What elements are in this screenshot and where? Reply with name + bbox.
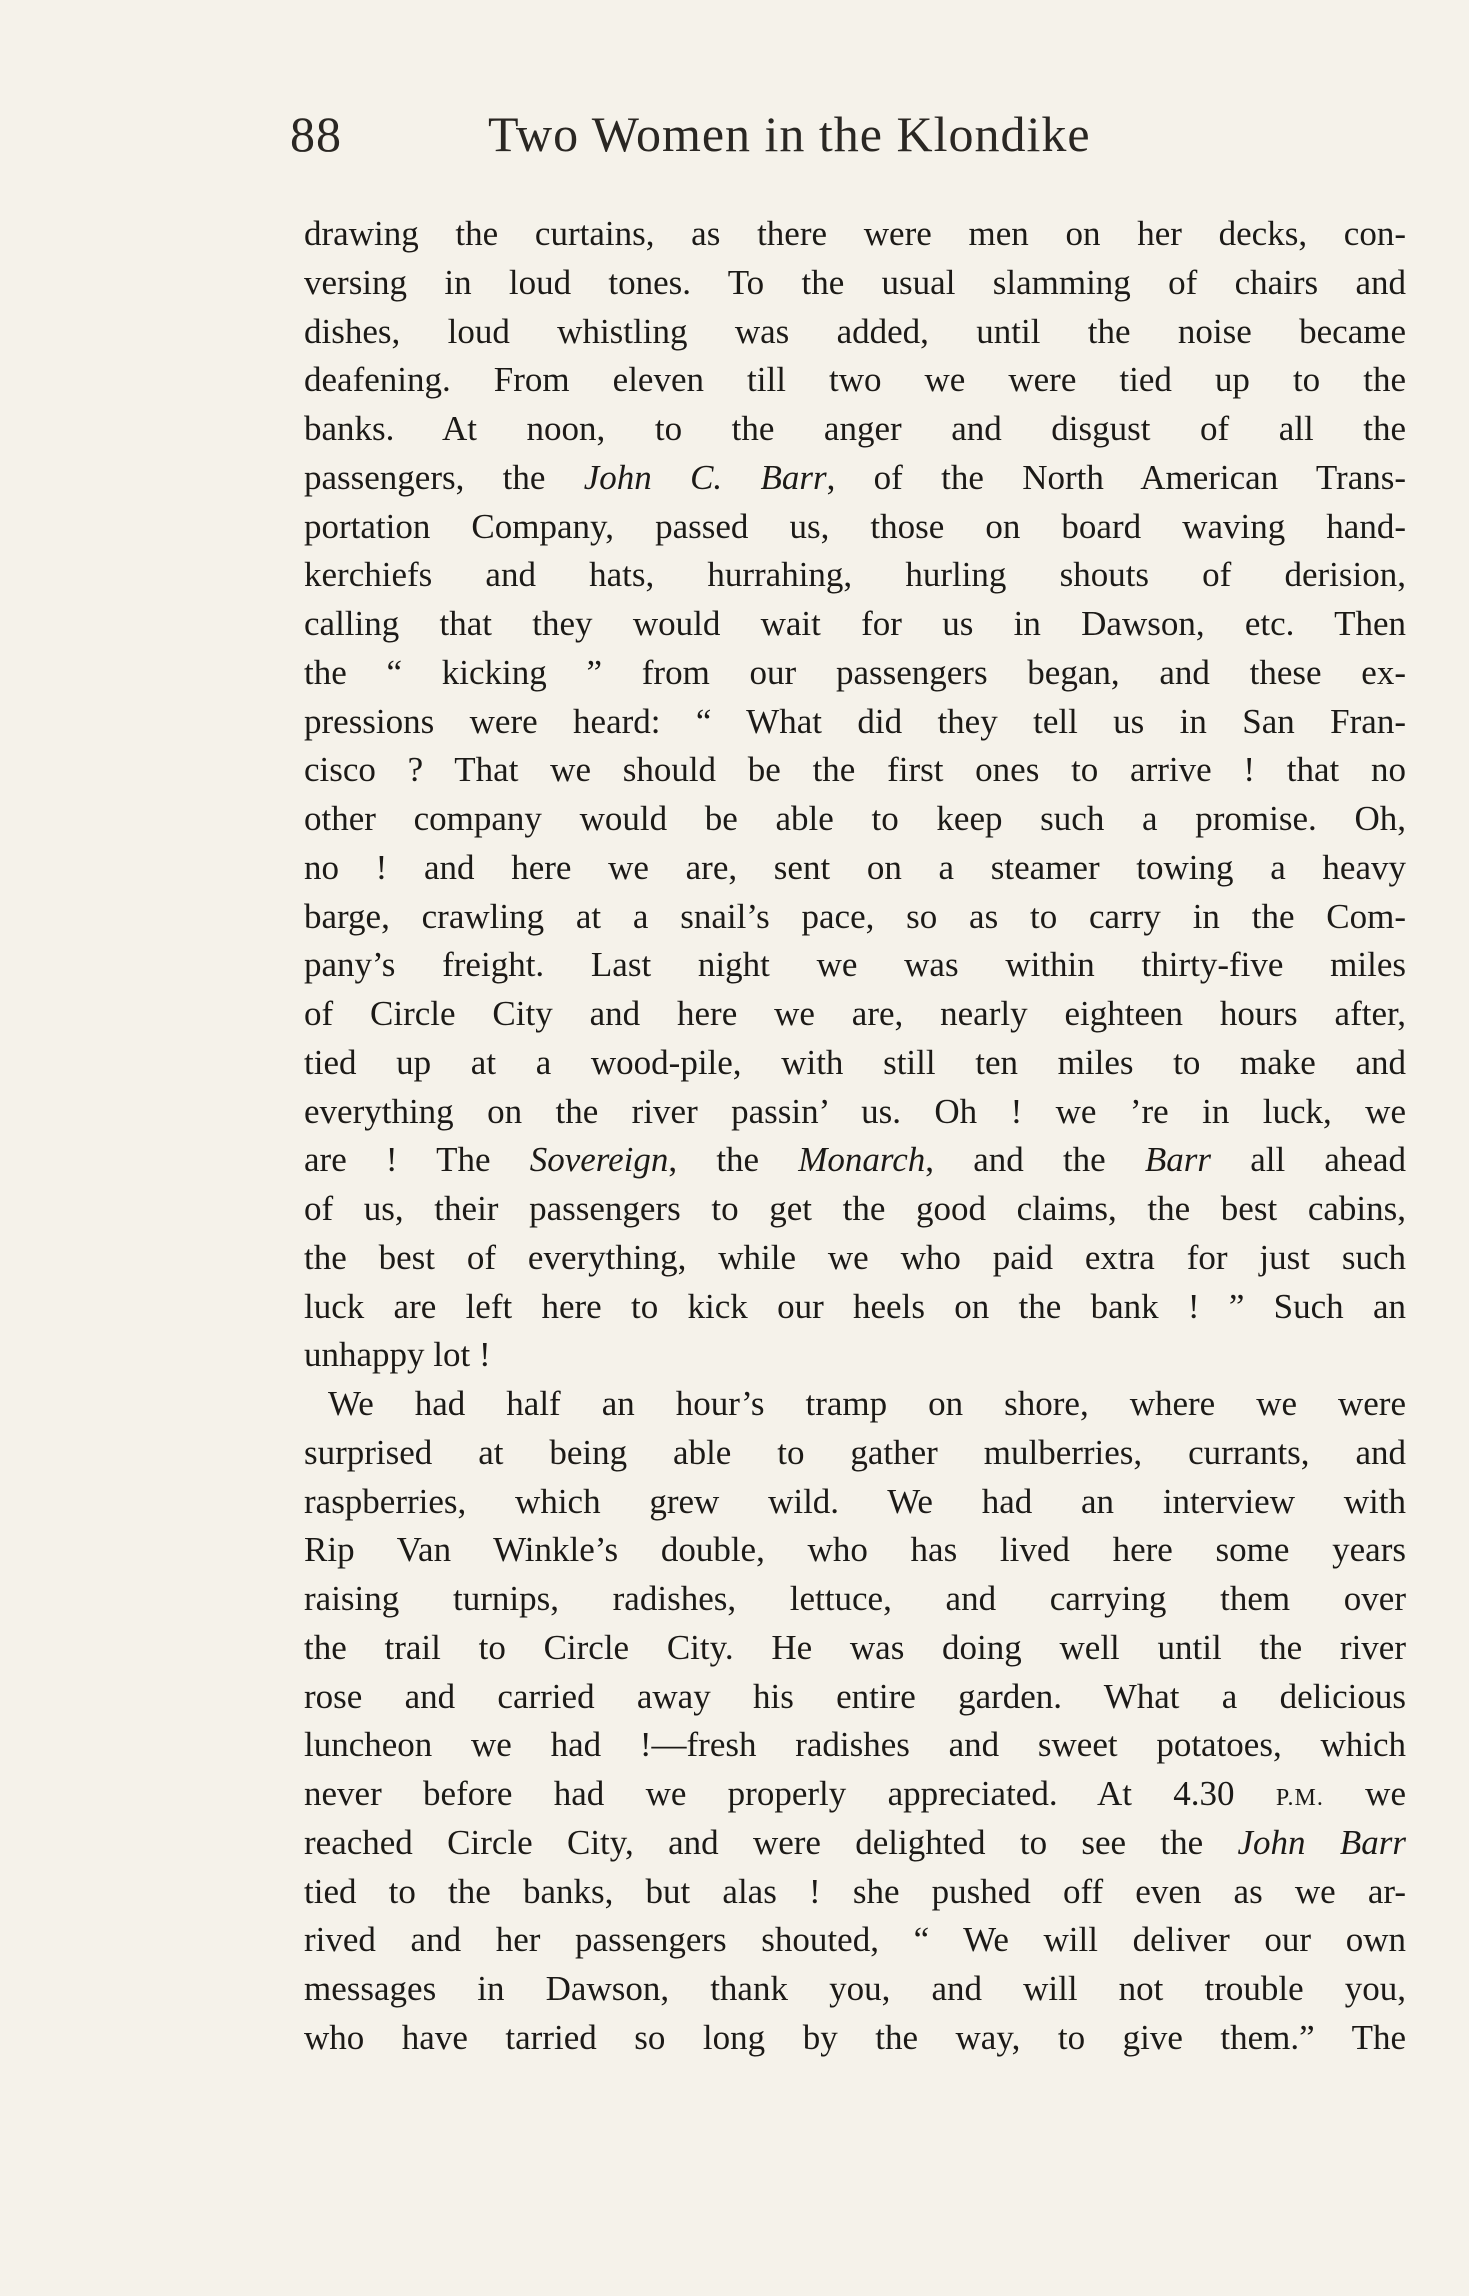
text-line: rose and carried away his entire garden. What a delicious bbox=[304, 1676, 1406, 1716]
text-line: rived and her passengers shouted, “ We will deliver our own bbox=[304, 1920, 1406, 1960]
text-line: tied up at a wood-pile, with still ten miles to make and bbox=[304, 1042, 1406, 1082]
text-line: deafening. From eleven till two we were tied up to the bbox=[304, 360, 1406, 400]
text-line: never before had we properly appreciated. At 4.30 P.M. we bbox=[304, 1774, 1406, 1813]
page-number: 88 bbox=[290, 106, 342, 162]
text-line: luncheon we had !—fresh radishes and sweet potatoes, which bbox=[304, 1725, 1406, 1765]
text-line: pressions were heard: “ What did they tell us in San Fran- bbox=[304, 701, 1406, 741]
text-line: barge, crawling at a snail’s pace, so as to carry in the Com- bbox=[304, 896, 1406, 936]
ship-name: John C. Barr bbox=[583, 457, 827, 497]
text-line: the “ kicking ” from our passengers began, and these ex- bbox=[304, 652, 1406, 692]
paragraph-end-line: unhappy lot ! bbox=[304, 1335, 491, 1375]
text-line: drawing the curtains, as there were men on her decks, con- bbox=[304, 214, 1406, 253]
text-line: pany’s freight. Last night we was within thirty-five miles bbox=[304, 945, 1406, 985]
time-marker: P.M. bbox=[1275, 1785, 1324, 1811]
text-line: passengers, the John C. Barr, of the North American Trans- bbox=[304, 457, 1407, 497]
text-line: raspberries, which grew wild. We had an interview with bbox=[304, 1481, 1406, 1521]
text-line: portation Company, passed us, those on board waving hand- bbox=[304, 506, 1406, 546]
text-line: no ! and here we are, sent on a steamer towing a heavy bbox=[304, 847, 1406, 887]
ship-name: Barr bbox=[1144, 1140, 1212, 1180]
text-line: who have tarried so long by the way, to give them.” The bbox=[304, 2017, 1406, 2057]
text-line: raising turnips, radishes, lettuce, and carrying them over bbox=[304, 1579, 1406, 1618]
text-line: other company would be able to keep such a promise. Oh, bbox=[304, 799, 1406, 838]
running-title: Two Women in the Klondike bbox=[488, 106, 1091, 162]
text-line: the trail to Circle City. He was doing well until the river bbox=[304, 1627, 1406, 1667]
text-line: cisco ? That we should be the first ones to arrive ! that no bbox=[304, 750, 1406, 790]
text-line: Rip Van Winkle’s double, who has lived here some years bbox=[304, 1530, 1406, 1570]
text-line: tied to the banks, but alas ! she pushed off even as we ar- bbox=[304, 1871, 1406, 1911]
text-line: the best of everything, while we who paid extra for just such bbox=[304, 1237, 1406, 1277]
text-line: of us, their passengers to get the good claims, the best cabins, bbox=[304, 1189, 1406, 1228]
text-line: kerchiefs and hats, hurrahing, hurling shouts of derision, bbox=[304, 555, 1406, 595]
text-line: everything on the river passin’ us. Oh ! we ’re in luck, we bbox=[304, 1091, 1406, 1131]
text-line: banks. At noon, to the anger and disgust of all the bbox=[304, 409, 1406, 448]
text-line: luck are left here to kick our heels on the bank ! ” Such an bbox=[304, 1286, 1406, 1326]
text-line: of Circle City and here we are, nearly eighteen hours after, bbox=[304, 994, 1406, 1033]
text-line: dishes, loud whistling was added, until the noise became bbox=[304, 311, 1406, 351]
text-line: messages in Dawson, thank you, and will not trouble you, bbox=[304, 1969, 1406, 2008]
text-line: calling that they would wait for us in Dawson, etc. Then bbox=[304, 604, 1406, 643]
text-line: are ! The Sovereign, the Monarch, and the Barr all ahead bbox=[304, 1140, 1406, 1180]
paragraph-first-line: We had half an hour’s tramp on shore, where we were bbox=[328, 1384, 1406, 1423]
text-line: reached Circle City, and were delighted to see the John Barr bbox=[304, 1822, 1407, 1862]
ship-name: Sovereign bbox=[529, 1140, 669, 1180]
ship-name: Monarch bbox=[798, 1140, 926, 1180]
ship-name: John Barr bbox=[1237, 1822, 1407, 1862]
text-line: surprised at being able to gather mulberries, currants, and bbox=[304, 1432, 1406, 1472]
running-head bbox=[290, 104, 1230, 164]
body-text bbox=[304, 210, 1406, 2063]
text-line: versing in loud tones. To the usual slamming of chairs and bbox=[304, 262, 1406, 302]
